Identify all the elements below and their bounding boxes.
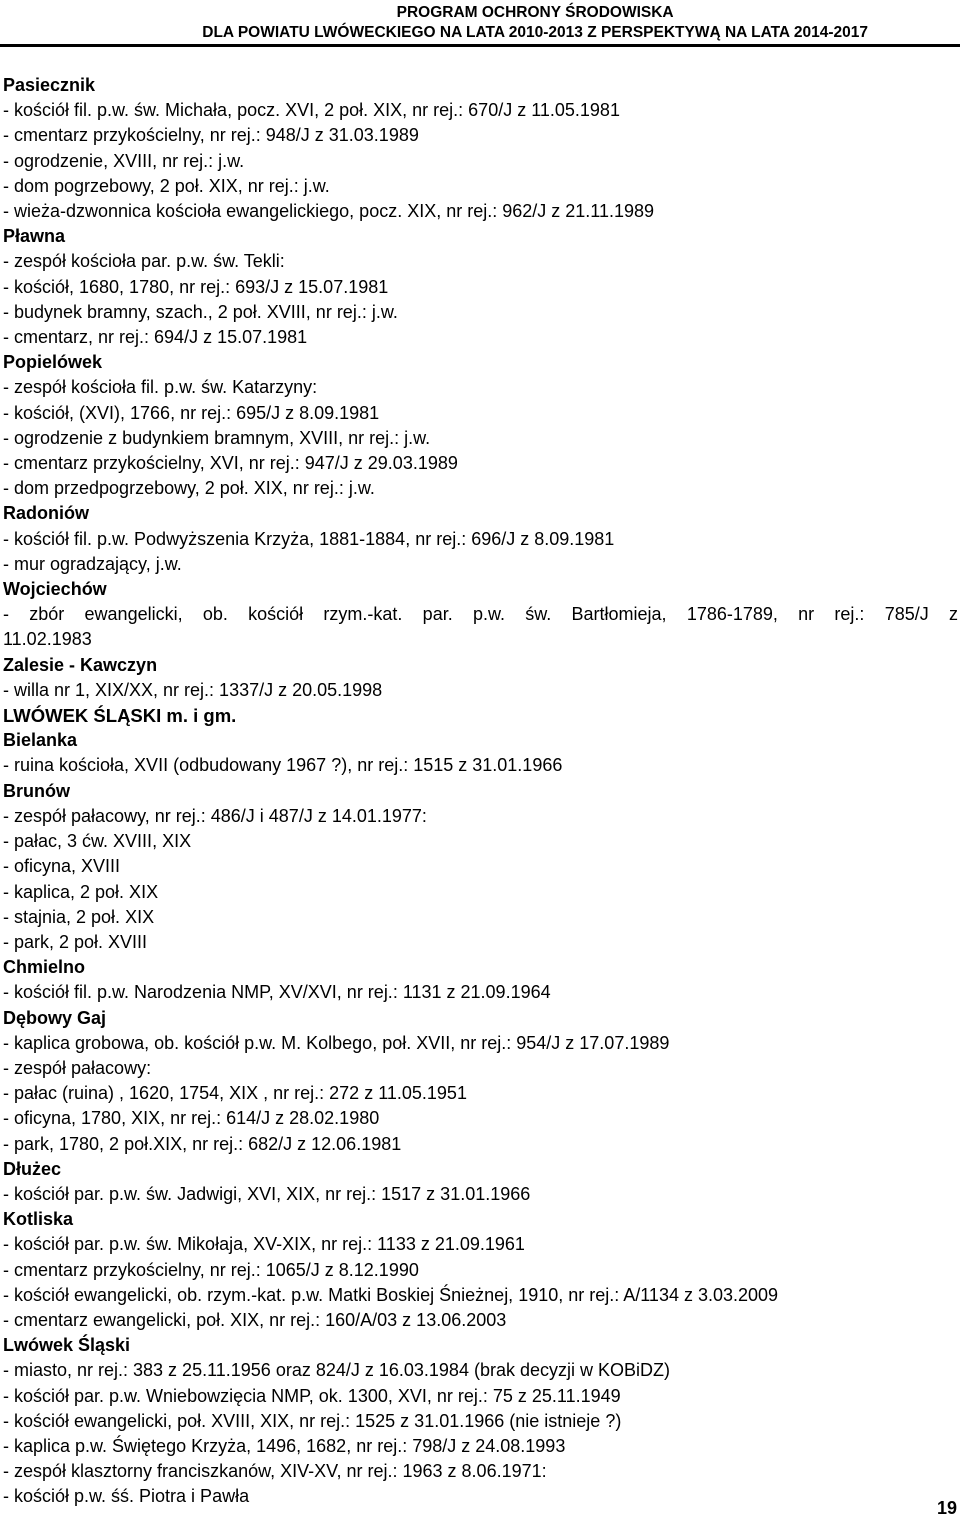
list-item: - cmentarz przykościelny, nr rej.: 1065/J z 8.12.1990 — [3, 1259, 419, 1280]
locality-heading: Kotliska — [3, 1209, 74, 1230]
locality-heading: Zalesie - Kawczyn — [3, 654, 158, 675]
header-rule — [0, 44, 960, 47]
list-item: - kościół par. p.w. św. Mikołaja, XV-XIX, nr rej.: 1133 z 21.09.1961 — [3, 1234, 525, 1255]
list-item: - wieża-dzwonnica kościoła ewangelickiego, pocz. XIX, nr rej.: 962/J z 21.11.1989 — [3, 201, 655, 222]
header-line-1: PROGRAM OCHRONY ŚRODOWISKA — [396, 4, 674, 21]
list-item: - mur ogradzający, j.w. — [3, 553, 182, 574]
list-item: - park, 1780, 2 poł.XIX, nr rej.: 682/J z 12.06.1981 — [3, 1133, 402, 1154]
municipality-heading: LWÓWEK ŚLĄSKI m. i gm. — [3, 705, 237, 727]
list-item: 11.02.1983 — [3, 629, 92, 650]
locality-heading: Wojciechów — [3, 579, 107, 600]
list-item: - oficyna, XVIII — [3, 856, 121, 877]
list-item: - kaplica grobowa, ob. kościół p.w. M. Kolbego, poł. XVII, nr rej.: 954/J z 17.07.1989 — [3, 1032, 670, 1053]
list-item: - oficyna, 1780, XIX, nr rej.: 614/J z 28.02.1980 — [3, 1108, 380, 1129]
list-item: - pałac, 3 ćw. XVIII, XIX — [3, 831, 192, 852]
list-item: - cmentarz przykościelny, XVI, nr rej.: 947/J z 29.03.1989 — [3, 453, 458, 474]
locality-heading: Pasiecznik — [3, 75, 96, 95]
list-item: - zespół pałacowy: — [3, 1057, 152, 1078]
locality-heading: Brunów — [3, 780, 70, 801]
list-item: - dom pogrzebowy, 2 poł. XIX, nr rej.: j.w. — [3, 175, 330, 196]
header-line-2: DLA POWIATU LWÓWECKIEGO NA LATA 2010-2013 Z PERSPEKTYWĄ NA LATA 2014-2017 — [202, 24, 868, 41]
list-item: - park, 2 poł. XVIII — [3, 931, 148, 952]
list-item: - kościół fil. p.w. Narodzenia NMP, XV/XVI, nr rej.: 1131 z 21.09.1964 — [3, 982, 551, 1003]
page-number: 19 — [936, 1498, 957, 1518]
list-item: - ogrodzenie z budynkiem bramnym, XVIII, nr rej.: j.w. — [3, 427, 431, 448]
list-item: - kościół fil. p.w. św. Michała, pocz. XVI, 2 poł. XIX, nr rej.: 670/J z 11.05.1981 — [3, 100, 620, 121]
list-item: - zespół kościoła fil. p.w. św. Katarzyny: — [3, 377, 318, 398]
list-item: - zespół kościoła par. p.w. św. Tekli: — [3, 251, 285, 272]
document-body — [3, 73, 958, 1510]
locality-heading: Chmielno — [3, 957, 86, 978]
list-item: - kaplica p.w. Świętego Krzyża, 1496, 1682, nr rej.: 798/J z 24.08.1993 — [3, 1435, 566, 1456]
list-item: - zespół pałacowy, nr rej.: 486/J i 487/J z 14.01.1977: — [3, 805, 427, 826]
list-item: - kościół par. p.w. św. Jadwigi, XVI, XIX, nr rej.: 1517 z 31.01.1966 — [3, 1183, 531, 1204]
list-item: - miasto, nr rej.: 383 z 25.11.1956 oraz 824/J z 16.03.1984 (brak decyzji w KOBiDZ) — [3, 1360, 670, 1381]
list-item: - kościół ewangelicki, poł. XVIII, XIX, nr rej.: 1525 z 31.01.1966 (nie istnieje ?) — [3, 1410, 622, 1431]
list-item: - cmentarz ewangelicki, poł. XIX, nr rej.: 160/A/03 z 13.06.2003 — [3, 1309, 507, 1330]
locality-heading: Dłużec — [3, 1158, 62, 1179]
list-item: - willa nr 1, XIX/XX, nr rej.: 1337/J z 20.05.1998 — [3, 679, 383, 700]
locality-heading: Popielówek — [3, 352, 103, 373]
list-item: - ruina kościoła, XVII (odbudowany 1967 ?), nr rej.: 1515 z 31.01.1966 — [3, 755, 563, 776]
list-item: - kościół fil. p.w. Podwyższenia Krzyża, 1881-1884, nr rej.: 696/J z 8.09.1981 — [3, 528, 615, 549]
list-item: - pałac (ruina) , 1620, 1754, XIX , nr rej.: 272 z 11.05.1951 — [3, 1083, 467, 1104]
list-item: - budynek bramny, szach., 2 poł. XVIII, nr rej.: j.w. — [3, 301, 398, 322]
locality-heading: Dębowy Gaj — [3, 1007, 107, 1028]
list-item: - zespół klasztorny franciszkanów, XIV-XV, nr rej.: 1963 z 8.06.1971: — [3, 1461, 547, 1482]
list-item: - kaplica, 2 poł. XIX — [3, 881, 159, 902]
locality-heading: Lwówek Śląski — [3, 1335, 131, 1356]
list-item: - kościół, 1680, 1780, nr rej.: 693/J z 15.07.1981 — [3, 276, 389, 297]
list-item: - kościół ewangelicki, ob. rzym.-kat. p.w. Matki Boskiej Śnieżnej, 1910, nr rej.: A/1134 z 3.03.2009 — [3, 1284, 779, 1305]
locality-heading: Pławna — [3, 226, 66, 247]
list-item: - kościół, (XVI), 1766, nr rej.: 695/J z 8.09.1981 — [3, 402, 380, 423]
list-item: - cmentarz, nr rej.: 694/J z 15.07.1981 — [3, 327, 308, 348]
list-item: - stajnia, 2 poł. XIX — [3, 906, 155, 927]
list-item: - dom przedpogrzebowy, 2 poł. XIX, nr rej.: j.w. — [3, 478, 375, 499]
locality-heading: Bielanka — [3, 730, 78, 751]
list-item: - kościół par. p.w. Wniebowzięcia NMP, ok. 1300, XVI, nr rej.: 75 z 25.11.1949 — [3, 1385, 621, 1406]
list-item: - cmentarz przykościelny, nr rej.: 948/J z 31.03.1989 — [3, 125, 419, 146]
page-header — [202, 3, 868, 43]
locality-heading: Radoniów — [3, 503, 89, 524]
list-item: - ogrodzenie, XVIII, nr rej.: j.w. — [3, 150, 245, 171]
list-item: - kościół p.w. śś. Piotra i Pawła — [3, 1486, 250, 1507]
list-item: - zbór ewangelicki, ob. kościół rzym.-kat. par. p.w. św. Bartłomieja, 1786-1789, nr rej.: 785/J z — [3, 604, 958, 625]
